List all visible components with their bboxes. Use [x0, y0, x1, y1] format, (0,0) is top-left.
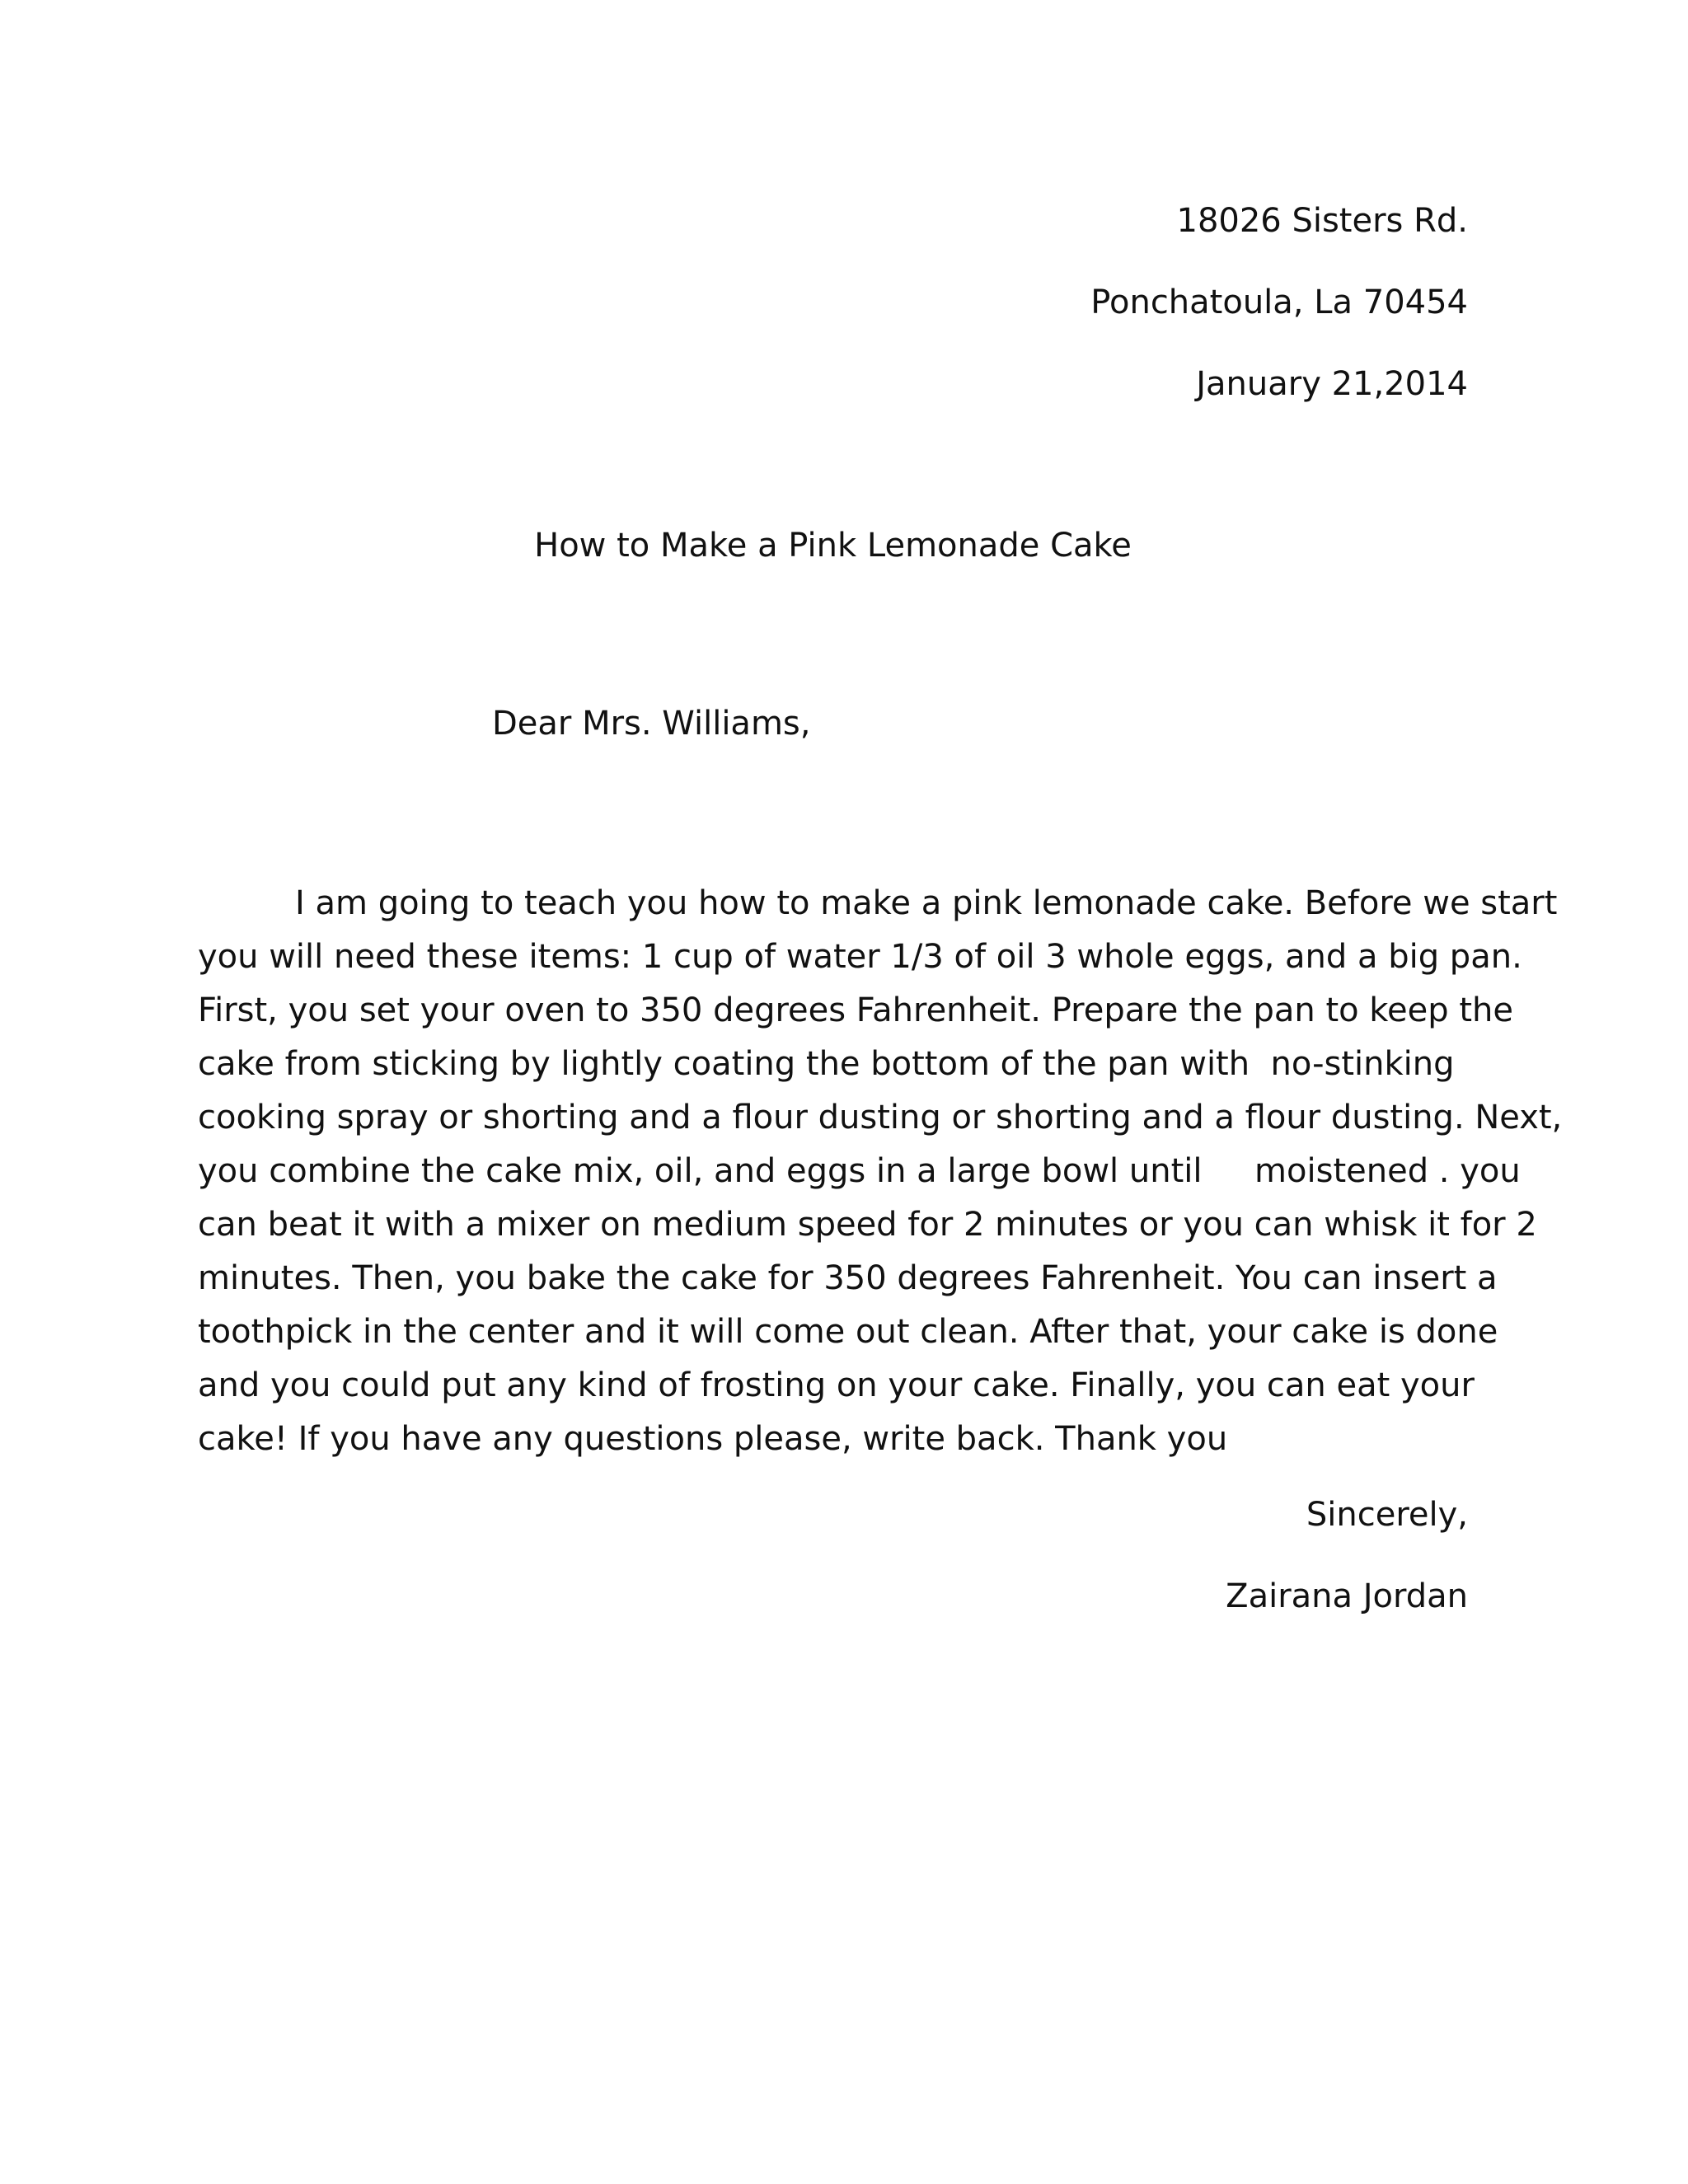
- closing: Sincerely,: [1306, 1496, 1468, 1534]
- sender-street: 18026 Sisters Rd.: [1176, 202, 1468, 240]
- signature-name: Zairana Jordan: [1226, 1577, 1468, 1615]
- body-line: cake! If you have any questions please, write back. Thank you: [198, 1420, 1228, 1458]
- body-line: you combine the cake mix, oil, and eggs in a large bowl until moistened . you: [198, 1152, 1521, 1190]
- body-line: cooking spray or shorting and a flour dusting or shorting and a flour dusting. Next,: [198, 1099, 1563, 1137]
- body-line: can beat it with a mixer on medium speed for 2 minutes or you can whisk it for 2: [198, 1206, 1537, 1244]
- salutation: Dear Mrs. Williams,: [492, 705, 811, 743]
- letter-date: January 21,2014: [1196, 365, 1468, 403]
- body-line: cake from sticking by lightly coating the bottom of the pan with no-stinking: [198, 1045, 1455, 1083]
- letter-body: [198, 877, 1563, 1466]
- body-line: minutes. Then, you bake the cake for 350 degrees Fahrenheit. You can insert a: [198, 1259, 1498, 1297]
- sender-city-state-zip: Ponchatoula, La 70454: [1090, 284, 1468, 321]
- body-line: toothpick in the center and it will come out clean. After that, your cake is done: [198, 1313, 1498, 1351]
- body-line: you will need these items: 1 cup of water 1/3 of oil 3 whole eggs, and a big pan.: [198, 938, 1522, 976]
- body-line: I am going to teach you how to make a pink lemonade cake. Before we start: [295, 884, 1558, 922]
- body-line: First, you set your oven to 350 degrees Fahrenheit. Prepare the pan to keep the: [198, 991, 1514, 1029]
- body-line: and you could put any kind of frosting on your cake. Finally, you can eat your: [198, 1366, 1475, 1404]
- letter-title: How to Make a Pink Lemonade Cake: [534, 527, 1132, 565]
